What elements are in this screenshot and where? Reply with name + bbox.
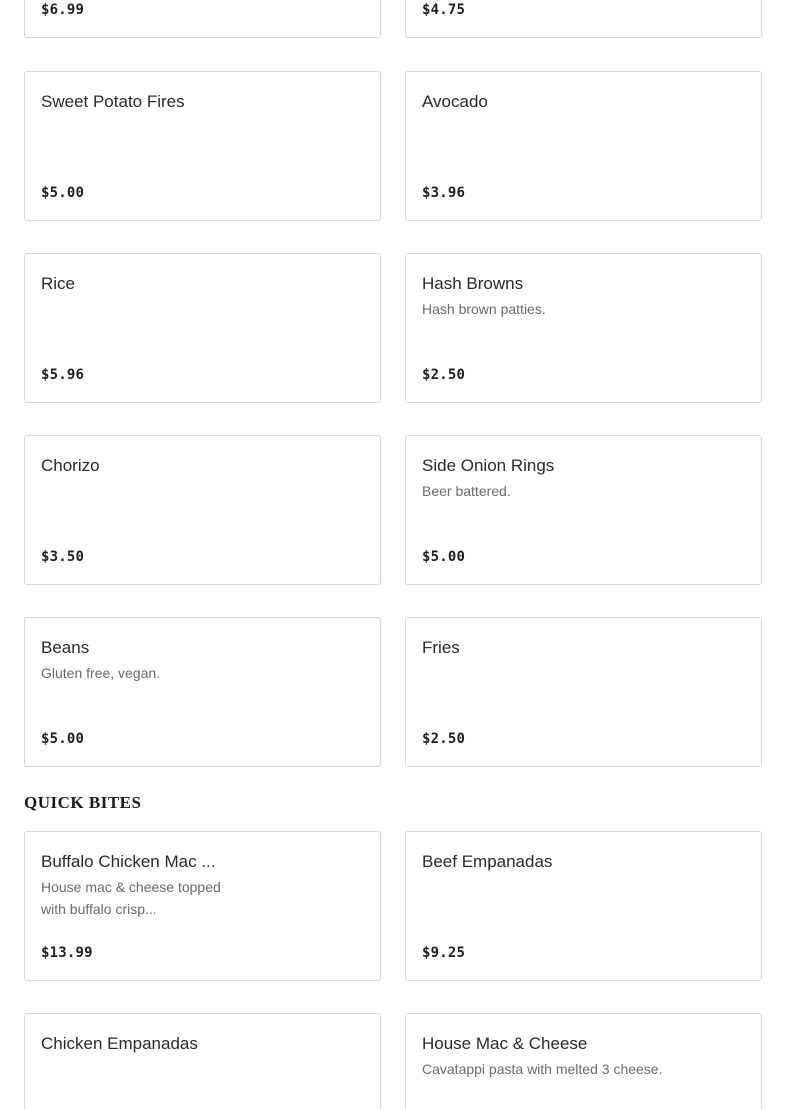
item-price: $5.00 bbox=[41, 185, 85, 201]
section-title-quick-bites: QUICK BITES bbox=[24, 793, 142, 812]
item-name: Side Onion Rings bbox=[422, 456, 555, 475]
item-price: $13.99 bbox=[41, 945, 93, 961]
menu-item-card[interactable] bbox=[405, 435, 762, 585]
item-name: Chorizo bbox=[41, 456, 100, 475]
item-name: Avocado bbox=[422, 92, 488, 111]
item-price: $3.96 bbox=[422, 185, 466, 201]
menu-item-card[interactable] bbox=[24, 831, 381, 981]
menu-item-card[interactable] bbox=[405, 617, 762, 767]
item-price: $5.96 bbox=[41, 367, 85, 383]
menu-item-card[interactable] bbox=[24, 617, 381, 767]
item-price: $3.50 bbox=[41, 549, 85, 565]
item-price: $6.99 bbox=[41, 2, 85, 18]
menu-item-card[interactable] bbox=[405, 831, 762, 981]
menu-item-card[interactable] bbox=[405, 71, 762, 221]
menu-item-card[interactable] bbox=[24, 71, 381, 221]
item-price: $2.50 bbox=[422, 367, 466, 383]
item-description: Gluten free, vegan. bbox=[41, 665, 161, 681]
item-name: Fries bbox=[422, 638, 460, 657]
item-name: Sweet Potato Fires bbox=[41, 92, 185, 111]
item-description: Hash brown patties. bbox=[422, 301, 546, 317]
menu-item-card[interactable] bbox=[405, 0, 762, 38]
item-name: Hash Browns bbox=[422, 274, 524, 293]
item-name: Rice bbox=[41, 274, 76, 293]
item-price: $9.25 bbox=[422, 945, 466, 961]
menu-item-card[interactable] bbox=[405, 1013, 762, 1109]
item-description: Cavatappi pasta with melted 3 cheese. bbox=[422, 1061, 663, 1077]
menu-item-card[interactable] bbox=[24, 435, 381, 585]
item-name: Beans bbox=[41, 638, 90, 657]
menu-item-card[interactable] bbox=[24, 1013, 381, 1109]
item-name: House Mac & Cheese bbox=[422, 1034, 588, 1053]
item-price: $5.00 bbox=[41, 731, 85, 747]
item-price: $4.75 bbox=[422, 2, 466, 18]
item-price: $2.50 bbox=[422, 731, 466, 747]
item-name: Buffalo Chicken Mac ... bbox=[41, 852, 216, 871]
menu-item-card[interactable] bbox=[405, 253, 762, 403]
item-price: $5.00 bbox=[422, 549, 466, 565]
item-description: House mac & cheese topped with buffalo crisp... bbox=[41, 879, 221, 917]
menu-item-card[interactable] bbox=[24, 253, 381, 403]
item-name: Chicken Empanadas bbox=[41, 1034, 198, 1053]
menu-item-card[interactable] bbox=[24, 0, 381, 38]
item-name: Beef Empanadas bbox=[422, 852, 553, 871]
item-description: Beer battered. bbox=[422, 483, 511, 499]
